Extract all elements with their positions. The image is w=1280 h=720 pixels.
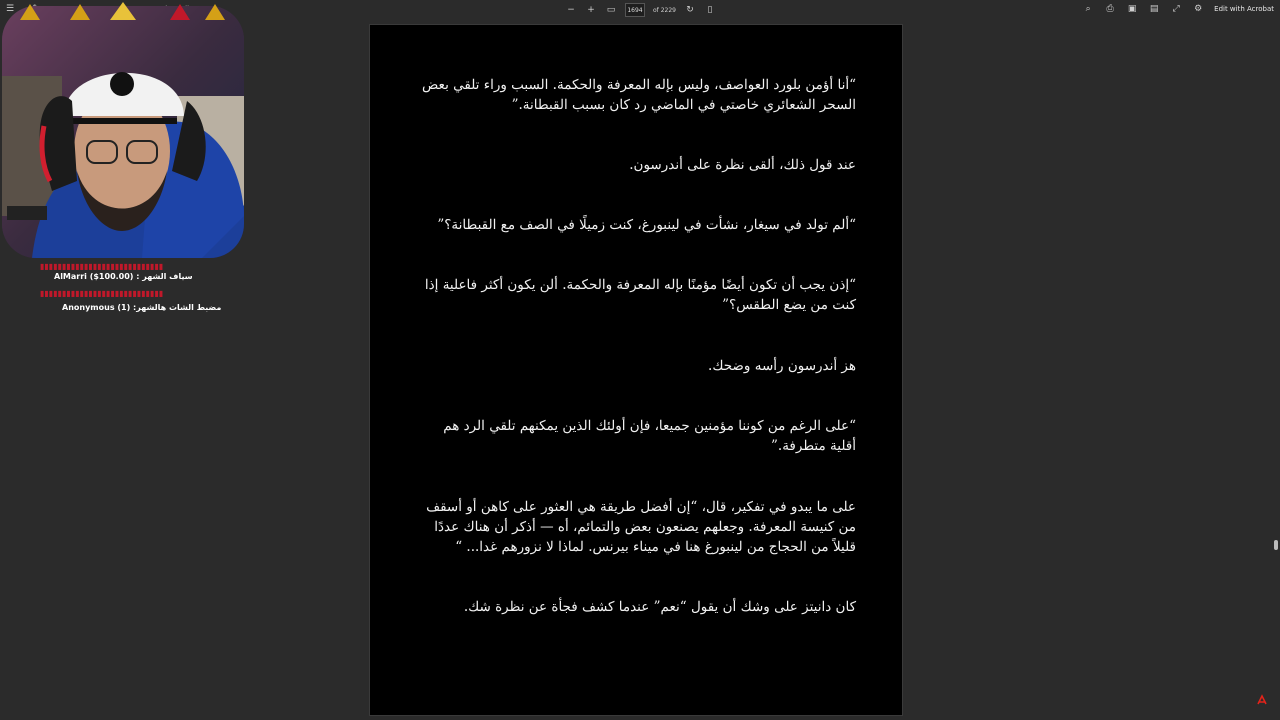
crown-decoration [15, 0, 230, 22]
search-icon[interactable]: ⌕ [1085, 4, 1091, 14]
paragraph-3: “ألم تولد في سيغار، نشأت في لينبورغ، كنت زميلًا في الصف مع القبطانة؟” [437, 217, 856, 233]
paragraph-7: على ما يبدو في تفكير، قال، “إن أفضل طريقة هي العثور على كاهن أو أسقف من كنيسة المعرفة. وجعلهم يصنعون بعض والتمائم، أه — أذكر أن هناك عددًا قليلاً من الحجاج من لينبورغ هنا في ميناء بيرنس. لماذا لا نزورهم غدا... “ [426, 499, 856, 555]
streamer-image [2, 6, 244, 258]
page-view-icon[interactable]: ▯ [707, 5, 713, 15]
paragraph-5: هز أندرسون رأسه وضحك. [708, 358, 856, 374]
page-number-input[interactable]: 1694 [625, 3, 645, 17]
page-navigation [565, 3, 716, 17]
zoom-in-icon[interactable]: + [587, 5, 595, 15]
pdf-page [369, 24, 903, 716]
paragraph-8: كان دانيتز على وشك أن يقول “نعم” عندما كشف فجأة عن نظرة شك. [463, 599, 856, 615]
menu-icon[interactable]: ☰ [5, 4, 15, 14]
paragraph-6: “على الرغم من كوننا مؤمنين جميعا، فإن أولئك الذين يمكنهم تلقي الرد هم أقلية متطرفة.” [443, 418, 856, 454]
top-supporter-text: سياف الشهر : AlMarri ($100.00) [54, 272, 193, 281]
top-chatter-text: مضبط الشات هالشهر: Anonymous (1) [62, 303, 222, 312]
webcam-feed [2, 6, 244, 258]
overlay-red-line-2: ▮▮▮▮▮▮▮▮▮▮▮▮▮▮▮▮▮▮▮▮▮▮▮▮▮▮▮▮ [40, 289, 164, 298]
paragraph-1: “أنا أؤمن بلورد العواصف، وليس بإله المعرفة والحكمة. السبب وراء تلقي بعض السحر الشعائري خاصتي في الماضي رد كان بسبب القبطانة.” [422, 77, 856, 113]
acrobat-logo-icon[interactable] [1256, 694, 1268, 706]
edit-with-acrobat-button[interactable]: Edit with Acrobat [1214, 5, 1274, 13]
paragraph-2: عند قول ذلك، ألقى نظرة على أندرسون. [629, 157, 856, 173]
fit-page-icon[interactable]: ▭ [606, 5, 616, 15]
rotate-icon[interactable]: ↻ [686, 5, 694, 15]
settings-gear-icon[interactable]: ⚙ [1194, 4, 1203, 14]
vertical-scrollbar-thumb[interactable] [1274, 540, 1278, 550]
fullscreen-icon[interactable]: ⤢ [1172, 4, 1180, 14]
page-total: of 2229 [653, 6, 676, 14]
save-as-icon[interactable]: ▤ [1149, 4, 1159, 14]
paragraph-4: “إذن يجب أن تكون أيضًا مؤمنًا بإله المعرفة والحكمة. ألن يكون أكثر فاعلية إذا كنت من يضع الطقس؟” [424, 277, 856, 313]
zoom-out-icon[interactable]: − [567, 5, 575, 15]
save-icon[interactable]: ▣ [1127, 4, 1137, 14]
overlay-red-line-1: ▮▮▮▮▮▮▮▮▮▮▮▮▮▮▮▮▮▮▮▮▮▮▮▮▮▮▮▮ [40, 262, 164, 271]
toolbar-right [1082, 3, 1274, 15]
print-icon[interactable]: ⎙ [1106, 4, 1114, 14]
